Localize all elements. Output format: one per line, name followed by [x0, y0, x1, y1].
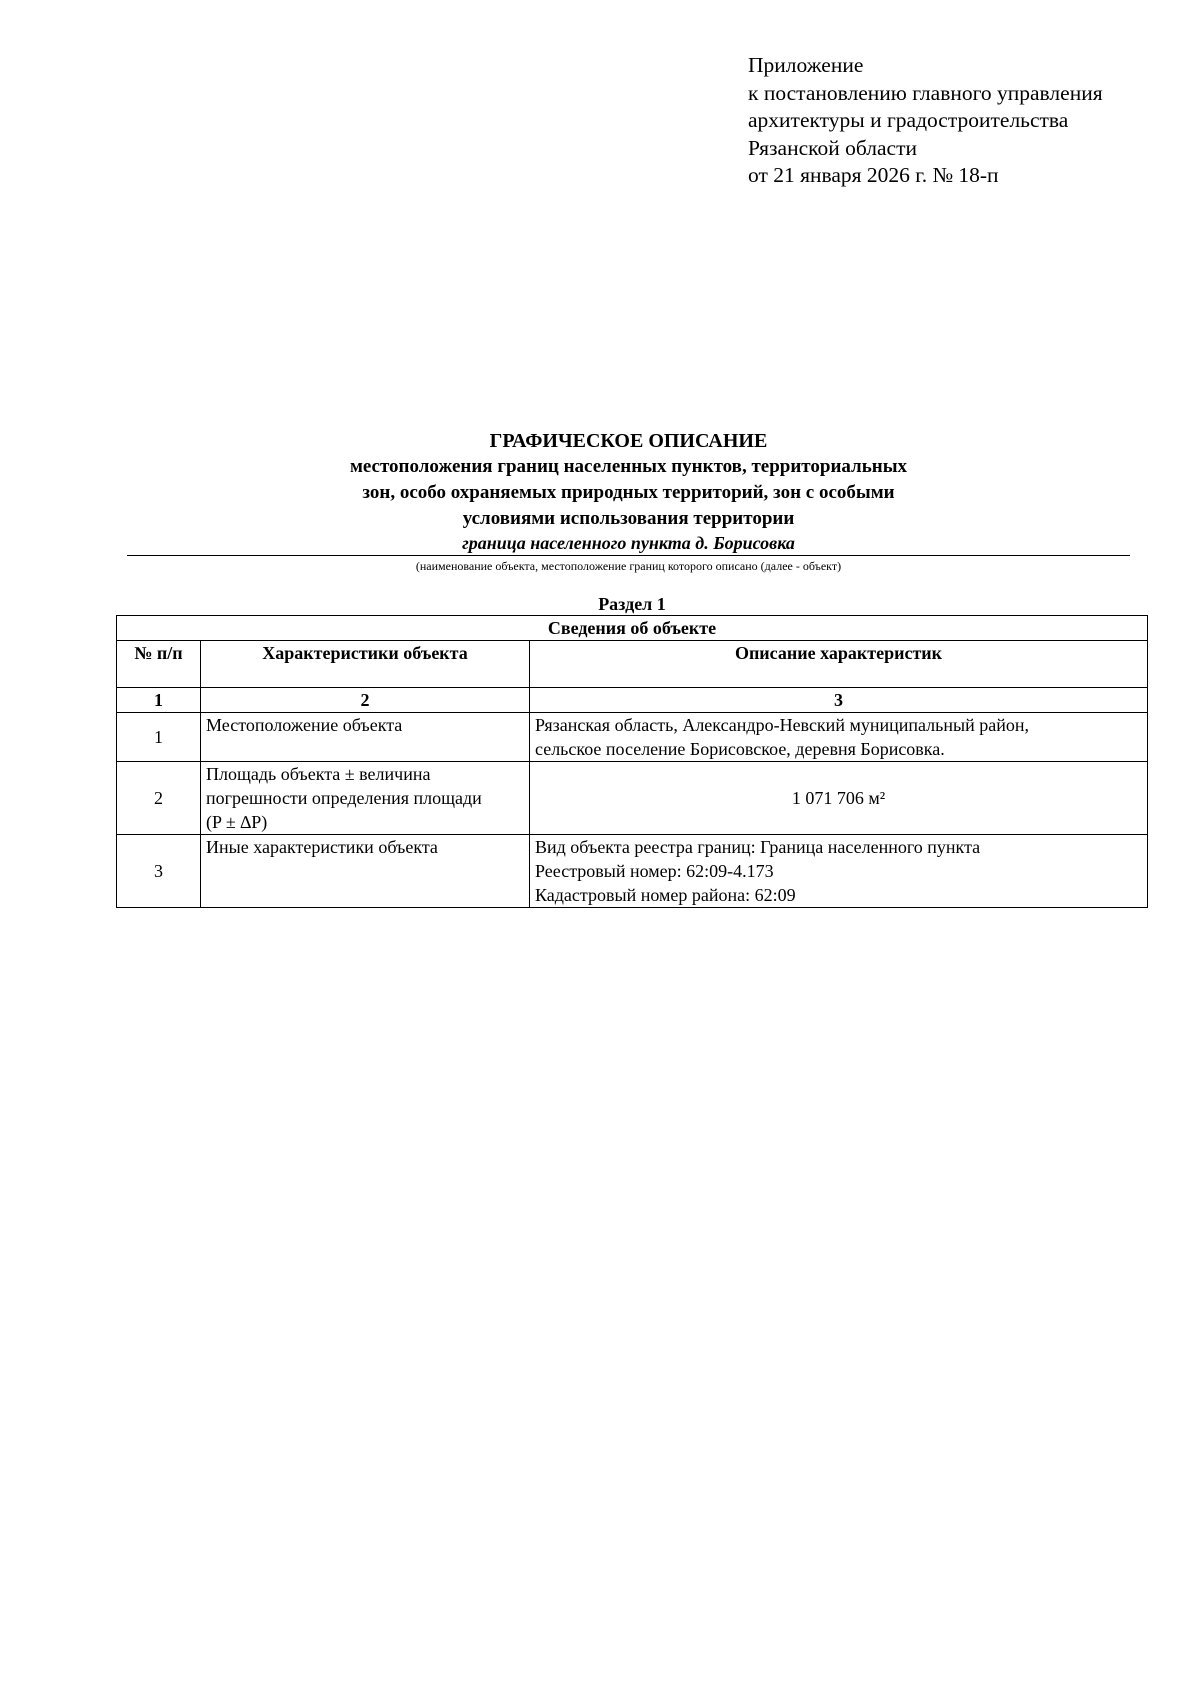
row-number: 1 [117, 713, 201, 762]
appendix-date-line: от 21 января 2026 г. № 18-п [748, 163, 999, 187]
column-number-row [117, 688, 1148, 713]
description-line: Реестровый номер: 62:09-4.173 [535, 861, 774, 881]
document-subtitle-line: условиями использования территории [462, 508, 795, 529]
object-name: граница населенного пункта д. Борисовка [462, 533, 795, 553]
row-number: 3 [117, 835, 201, 908]
row-description [530, 713, 1148, 762]
description-line: Вид объекта реестра границ: Граница населенного пункта [535, 837, 981, 857]
description-line: Рязанская область, Александро-Невский муниципальный район, [535, 715, 1029, 735]
row-number: 2 [117, 762, 201, 835]
row-characteristic: Иные характеристики объекта [201, 835, 530, 908]
table-row [117, 713, 1148, 762]
description-line: сельское поселение Борисовское, деревня Борисовка. [535, 739, 945, 759]
appendix-line: к постановлению главного управления [748, 80, 1103, 105]
document-subtitle-line: зон, особо охраняемых природных территорий, зон с особыми [362, 482, 895, 503]
appendix-line: Приложение [748, 53, 864, 77]
document-title [127, 428, 1130, 532]
row-characteristic [201, 762, 530, 835]
row-description-area: 1 071 706 м² [530, 762, 1148, 835]
characteristic-line: погрешности определения площади [206, 788, 482, 808]
table-caption: Сведения об объекте [117, 616, 1148, 641]
column-number: 2 [201, 688, 530, 713]
table-row [117, 835, 1148, 908]
appendix-line: Рязанской области [748, 135, 917, 160]
object-name-underline [127, 555, 1130, 556]
document-title-main: ГРАФИЧЕСКОЕ ОПИСАНИЕ [489, 430, 768, 452]
row-description [530, 835, 1148, 908]
column-number: 3 [530, 688, 1148, 713]
row-characteristic: Местоположение объекта [201, 713, 530, 762]
characteristic-line: Площадь объекта ± величина [206, 764, 431, 784]
appendix-line: архитектуры и градостроительства [748, 108, 1069, 132]
table-header-row [117, 641, 1148, 688]
object-info-table [116, 615, 1148, 908]
appendix-header [748, 52, 1103, 190]
characteristic-line: (P ± ∆P) [206, 812, 268, 832]
header-num: № п/п [117, 641, 201, 688]
header-description: Описание характеристик [530, 641, 1148, 688]
document-subtitle-line: местоположения границ населенных пунктов, территориальных [349, 456, 908, 477]
object-name-caption: (наименование объекта, местоположение границ которого описано (далее - объект) [415, 559, 842, 573]
table-caption-row [117, 616, 1148, 641]
column-number: 1 [117, 688, 201, 713]
description-line: Кадастровый номер района: 62:09 [535, 885, 796, 905]
section-title: Раздел 1 [598, 594, 666, 614]
table-row [117, 762, 1148, 835]
header-characteristic: Характеристики объекта [201, 641, 530, 688]
